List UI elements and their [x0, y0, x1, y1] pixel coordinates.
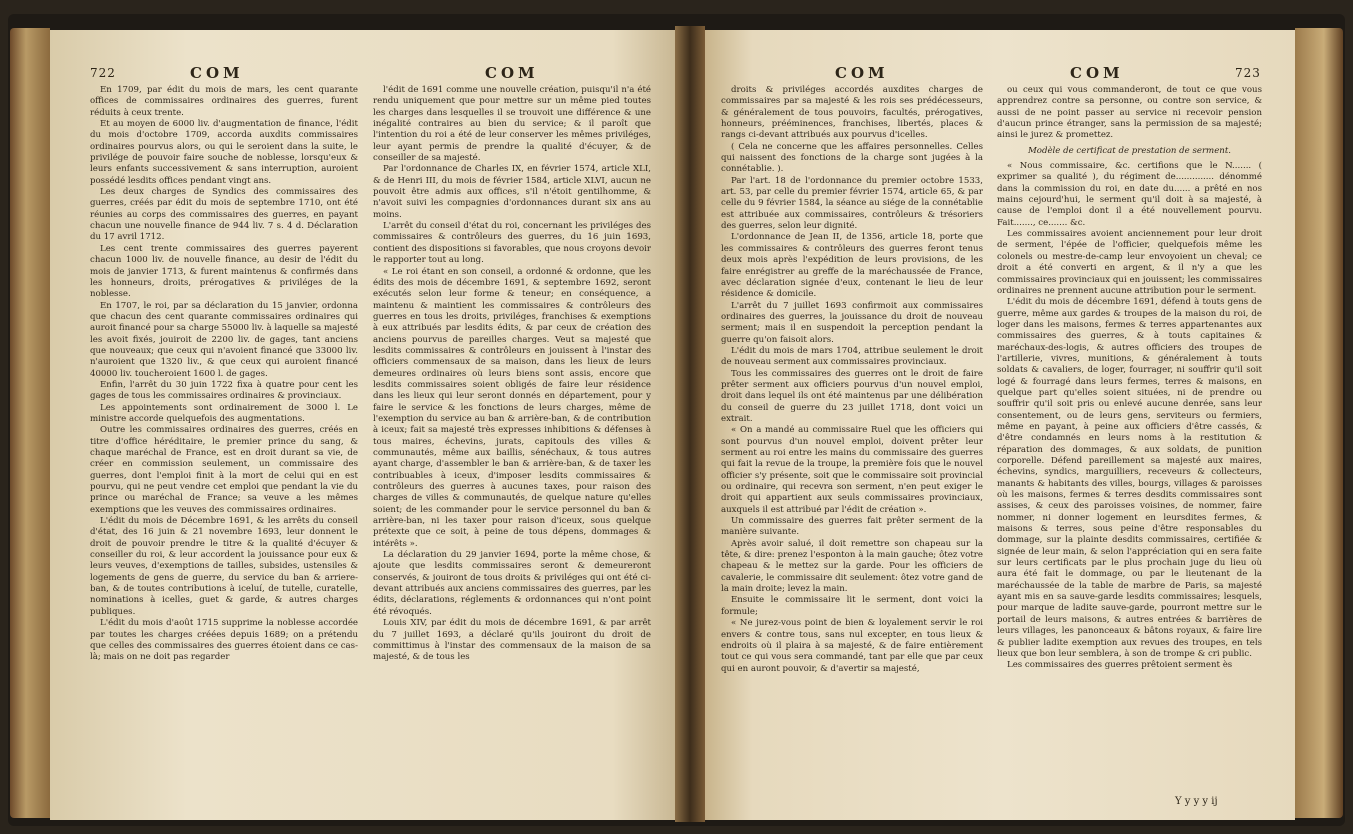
running-head-right-2: COM — [1070, 64, 1124, 82]
paragraph: La déclaration du 29 janvier 1694, porte la même chose, & ajoute que lesdits commissaires seront & demeureront conservés, & jouiront de tous droits & priviléges qui ont été ci-devant attribués aux anciens commissaires des guerres, par les édits, déclarations, réglements & ordonnances qui n'ont point été révoqués. — [373, 550, 651, 617]
page-number-right: 723 — [1235, 66, 1261, 80]
paragraph: L'arrêt du conseil d'état du roi, concernant les priviléges des commissaires & contrôleurs des guerres, du 16 juin 1693, contient des dispositions si favorables, que nous croyons devoir le rapporter tout au long. — [373, 221, 651, 266]
paragraph: « Ne jurez-vous point de bien & loyalement servir le roi envers & contre tous, sans nul excepter, en tous lieux & endroits où il plaira à sa majesté, & de faire entièrement tout ce qui vous sera commandé, tant par elle que par ceux qui en auront pouvoir, & d'avertir sa majesté, — [721, 618, 983, 674]
right-page-column-1 — [721, 85, 983, 675]
right-page-column-2 — [997, 85, 1262, 672]
paragraph: « On a mandé au commissaire Ruel que les officiers qui sont pourvus d'un nouvel emploi, doivent prêter leur serment au roi entre les mains du commissaire des guerres qui fait la revue de la troupe, la première fois que le nouvel officier s'y présente, soit que le commissaire soit provincial ou ordinaire, qui recevra son serment, n'en peut exiger le droit qui appartient aux seuls commissaires provinciaux, auxquels il est attribué par l'édit de création ». — [721, 425, 983, 515]
paragraph: Et au moyen de 6000 liv. d'augmentation de finance, l'édit du mois d'octobre 1709, accorda auxdits commissaires ordinaires pourvus alors, ou qui le seroient dans la suite, le privilége de pouvoir faire souche de noblesse, lorsqu'eux & leurs enfants successivement & sans interruption, auroient possédé lesdits offices pendant vingt ans. — [90, 119, 358, 186]
paragraph: Les commissaires des guerres prêtoient serment ès — [1007, 660, 1233, 671]
paragraph: Les deux charges de Syndics des commissaires des guerres, créés par édit du mois de septembre 1710, ont été réunies au corps des commissaires des guerres, en payant chacun une nouvelle finance de 944 liv. 7 s. 4 d. Déclaration du 17 avril 1712. — [90, 187, 358, 243]
paragraph: Louis XIV, par édit du mois de décembre 1691, & par arrêt du 7 juillet 1693, a déclaré qu'ils jouiront du droit de committimus à l'instar des commensaux de la maison de sa majesté, & de tous les — [373, 618, 651, 663]
paragraph: L'arrêt du 7 juillet 1693 confirmoit aux commissaires ordinaires des guerres, la jouissance du droit de nouveau serment; mais il en suspendoit la perception pendant la guerre qu'on faisoit alors. — [721, 300, 983, 345]
running-head-right-1: COM — [835, 64, 889, 82]
paragraph: Enfin, l'arrêt du 30 juin 1722 fixa à quatre pour cent les gages de tous les commissaires ordinaires & provinciaux. — [90, 379, 358, 402]
paragraph: Les appointements sont ordinairement de 3000 l. Le ministre accorde quelquefois des augmentations. — [90, 402, 358, 424]
paragraph: Modèle de certificat de prestation de serment. — [1027, 145, 1232, 156]
paragraph: ou ceux qui vous commanderont, de tout ce que vous apprendrez contre sa personne, ou contre son service, & aussi de ne point passer au service ni recevoir pension d'aucun prince étranger, sans la permission de sa majesté; ainsi le jurez & promettez. — [997, 85, 1262, 141]
book-edge-right — [1295, 28, 1343, 818]
paragraph: L'édit du mois d'août 1715 supprime la noblesse accordée par toutes les charges créées depuis 1689; on a prétendu que celles des commissaires des guerres étoient dans ce cas-là; mais on ne doit pas regarder — [90, 618, 358, 663]
book-gutter — [675, 26, 705, 822]
paragraph: ( Cela ne concerne que les affaires personnelles. Celles qui naissent des fonctions de la charge sont jugées à la connétablie. ). — [721, 141, 983, 175]
paragraph: Ensuite le commissaire lit le serment, dont voici la formule; — [721, 595, 983, 617]
paragraph: Par l'ordonnance de Charles IX, en février 1574, article XLI, & de Henri III, du mois de février 1584, article XLVI, aucun ne pouvoit être admis aux offices, s'il n'étoit gentilhomme, & n'avoit suivi les compagnies d'ordonnances durant six ans au moins. — [373, 164, 651, 220]
paragraph: L'édit du mois de mars 1704, attribue seulement le droit de nouveau serment aux commissaires provinciaux. — [721, 345, 983, 368]
paragraph: Les commissaires avoient anciennement pour leur droit de serment, l'épée de l'officier, quelquefois même les colonels ou mestre-de-camp leur envoyoient un cheval; ce droit a été converti en argent, & il n'y a que les commissaires provinciaux qui en jouissent; les commissaires ordinaires ne prennent aucune attribution pour le serment. — [997, 229, 1262, 296]
paragraph: droits & priviléges accordés auxdites charges de commissaires par sa majesté & les rois ses prédécesseurs, & généralement de tous pouvoirs, facultés, prérogatives, honneurs, prééminences, franchises, libertés, places & rangs ci-devant attribués aux pourvus d'icelles. — [721, 85, 983, 141]
paragraph: En 1707, le roi, par sa déclaration du 15 janvier, ordonna que chacun des cent quarante commissaires ordinaires qui auroit financé pour sa charge 55000 liv. à laquelle sa majesté les avoit fixés, jouiroit de 2200 liv. de gages, tant anciens que nouveaux; que ceux qui n'avoient financé que 33000 liv. n'auroient que 1320 liv., & que ceux qui auroient financé 40000 liv. toucheroient 1600 l. de gages. — [90, 300, 358, 379]
left-page-column-2 — [373, 85, 651, 664]
paragraph: Outre les commissaires ordinaires des guerres, créés en titre d'office héréditaire, le premier prince du sang, & chaque maréchal de France, est en droit durant sa vie, de créer en commission seulement, un commissaire des guerres, dont l'emploi finit à la mort de celui qui en est pourvu, qui ne peut vendre cet emploi que pendant la vie du prince ou maréchal de France; sa veuve a les mêmes exemptions que les veuves des commissaires ordinaires. — [90, 425, 358, 515]
paragraph: En 1709, par édit du mois de mars, les cent quarante offices de commissaires ordinaires des guerres, furent réduits à ceux trente. — [90, 85, 358, 118]
paragraph: l'édit de 1691 comme une nouvelle création, puisqu'il n'a été rendu uniquement que pour mettre sur un même pied toutes les charges dans lesquelles il se trouvoit une différence & une inégalité contraires au bien du service; & il paroît que l'intention du roi a été de leur conserver les mêmes priviléges, leur ayant permis de prendre la qualité d'écuyer, & de conseiller de sa majesté. — [373, 85, 651, 164]
paragraph: « Nous commissaire, &c. certifions que le N....... ( exprimer sa qualité ), du régiment de.............. dénommé dans la commission du roi, en date du...... a prêté en nos mains cejourd'hui, le serment qu'il doit à sa majesté, à cause de l'emploi dont il a été nouvellement pourvu. Fait......., ce....... &c. — [997, 161, 1262, 228]
paragraph: « Le roi étant en son conseil, a ordonné & ordonne, que les édits des mois de décembre 1691, & septembre 1692, seront exécutés selon leur forme & teneur; en conséquence, a maintenu & maintient les commissaires & contrôleurs des guerres en tous les droits, priviléges, franchises & exemptions à eux attribués par lesdits édits, & par ceux de création des anciens pourvus de pareilles charges. Veut sa majesté que lesdits commissaires & contrôleurs en jouissent à l'instar des officiers commensaux de sa maison, dans les lieux de leurs demeures ordinaires où leurs biens sont assis, encore que lesdits commissaires soient obligés de faire leur résidence dans les lieux qui leur seront donnés en département, pour y faire le service & les fonctions de leurs charges, même de l'exemption du service au ban & arrière-ban, & de contribution à iceux; fait sa majesté très expresses inhibitions & défenses à tous maires, échevins, jurats, capitouls des villes & communautés, même aux baillis, sénéchaux, & tous autres ayant charge, d'assembler le ban & arrière-ban, & de taxer les contribuables à iceux, d'imposer lesdits commissaires & contrôleurs des guerres à aucunes taxes, pour raison des charges de villes & communautés, de quelque nature qu'elles soient; de les commander pour le service personnel du ban & arrière-ban, ni les taxer pour raison d'iceux, sous quelque prétexte que ce soit, à peine de tous dépens, dommages & intérêts ». — [373, 266, 651, 549]
paragraph: Par l'art. 18 de l'ordonnance du premier octobre 1533, art. 53, par celle du premier février 1574, article 65, & par celle du 9 février 1584, la séance au siége de la connétablie est attribuée aux commissaires, contrôleurs & trésoriers des guerres, selon leur dignité. — [721, 175, 983, 232]
paragraph: L'édit du mois de décembre 1691, défend à touts gens de guerre, même aux gardes & troupes de la maison du roi, de loger dans les maisons, fermes & terres appartenantes aux commissaires des guerres, & à touts capitaines & maréchaux-des-logis, & autres officiers des troupes de l'artillerie, vivres, munitions, & généralement à touts soldats & cavaliers, de loger, fourrager, ni souffrir qu'il soit logé & fourragé dans leurs fermes, terres & maisons, en quelque part qu'elles soient situées, ni de prendre ou souffrir qu'il soit pris ou enlevé aucune denrée, sans leur consentement, ou de leurs gens, serviteurs ou fermiers, même en payant, à peine aux officiers d'être cassés, & d'être condamnés en leurs noms à la restitution & réparation des dommages, & aux soldats, de punition corporelle. Défend pareillement sa majesté aux maires, échevins, syndics, marguilliers, receveurs & collecteurs, manants & habitants des villes, bourgs, villages & paroisses où les maisons, fermes & terres desdits commissaires sont assises, & ceux des paroisses voisines, de nommer, faire nommer, ni donner logement en leursdites fermes, & maisons & terres, sous peine d'être responsables du dommage, sur la plainte desdits commissaires, certifiée & signée de leur main, & selon l'appréciation qui en sera faite sur leurs certificats par le plus prochain juge du lieu où aura été fait le dommage, ou par le lieutenant de la maréchaussée de la table de marbre de Paris, sa majesté ayant mis en sa sauve-garde lesdits commissaires; lesquels, pour marque de ladite sauve-garde, pourront mettre sur le portail de leurs maisons, & autres entrées & barrières de leurs villages, les panonceaux & bâtons royaux, & faire lire & publier ladite exemption aux revues des troupes, en tels lieux que bon leur semblera, à son de trompe & cri public. — [997, 297, 1262, 659]
page-number-left: 722 — [90, 66, 116, 80]
signature-mark: Y y y y ij — [1175, 796, 1218, 807]
paragraph: Après avoir salué, il doit remettre son chapeau sur la tête, & dire: prenez l'esponton à la main gauche; ôtez votre chapeau & le mettez sur la garde. Pour les officiers de cavalerie, le commissaire dit seulement: ôtez votre gand de la main droite; levez la main. — [721, 538, 983, 595]
paragraph: L'ordonnance de Jean II, de 1356, article 18, porte que les commissaires & contrôleurs des guerres feront tenus deux mois après l'expédition de leurs provisions, de les faire enrégistrer au greffe de la maréchaussée de France, avec déclaration signée d'eux, contenant le lieu de leur résidence & domicile. — [721, 232, 983, 300]
right-page — [705, 30, 1295, 820]
running-head-left-1: COM — [190, 64, 244, 82]
running-head-left-2: COM — [485, 64, 539, 82]
left-page-column-1 — [90, 85, 358, 664]
paragraph: Un commissaire des guerres fait prêter serment de la manière suivante. — [721, 516, 983, 538]
paragraph: Les cent trente commissaires des guerres payerent chacun 1000 liv. de nouvelle finance, au desir de l'édit du mois de janvier 1713, & furent maintenus & confirmés dans les honneurs, droits, prérogatives & priviléges de la noblesse. — [90, 243, 358, 300]
paragraph: L'édit du mois de Décembre 1691, & les arrêts du conseil d'état, des 16 juin & 21 novembre 1693, leur donnent le droit de pouvoir prendre le titre & la qualité d'écuyer & conseiller du roi, & leur accordent la jouissance pour eux & leurs veuves, d'exemptions de tailles, subsides, ustensiles & logements de gens de guerre, du service du ban & arriere-ban, & de toutes contributions à iceluí, de tutelle, curatelle, nominations à icelles, guet & garde, & autres charges publiques. — [90, 516, 358, 617]
book-edge-left — [10, 28, 50, 818]
paragraph: Tous les commissaires des guerres ont le droit de faire prêter serment aux officiers pourvus d'un nouvel emploi, droit dans lequel ils ont été maintenus par une délibération du conseil de guerre du 23 juillet 1718, dont voici un extrait. — [721, 368, 983, 424]
left-page — [50, 30, 675, 820]
